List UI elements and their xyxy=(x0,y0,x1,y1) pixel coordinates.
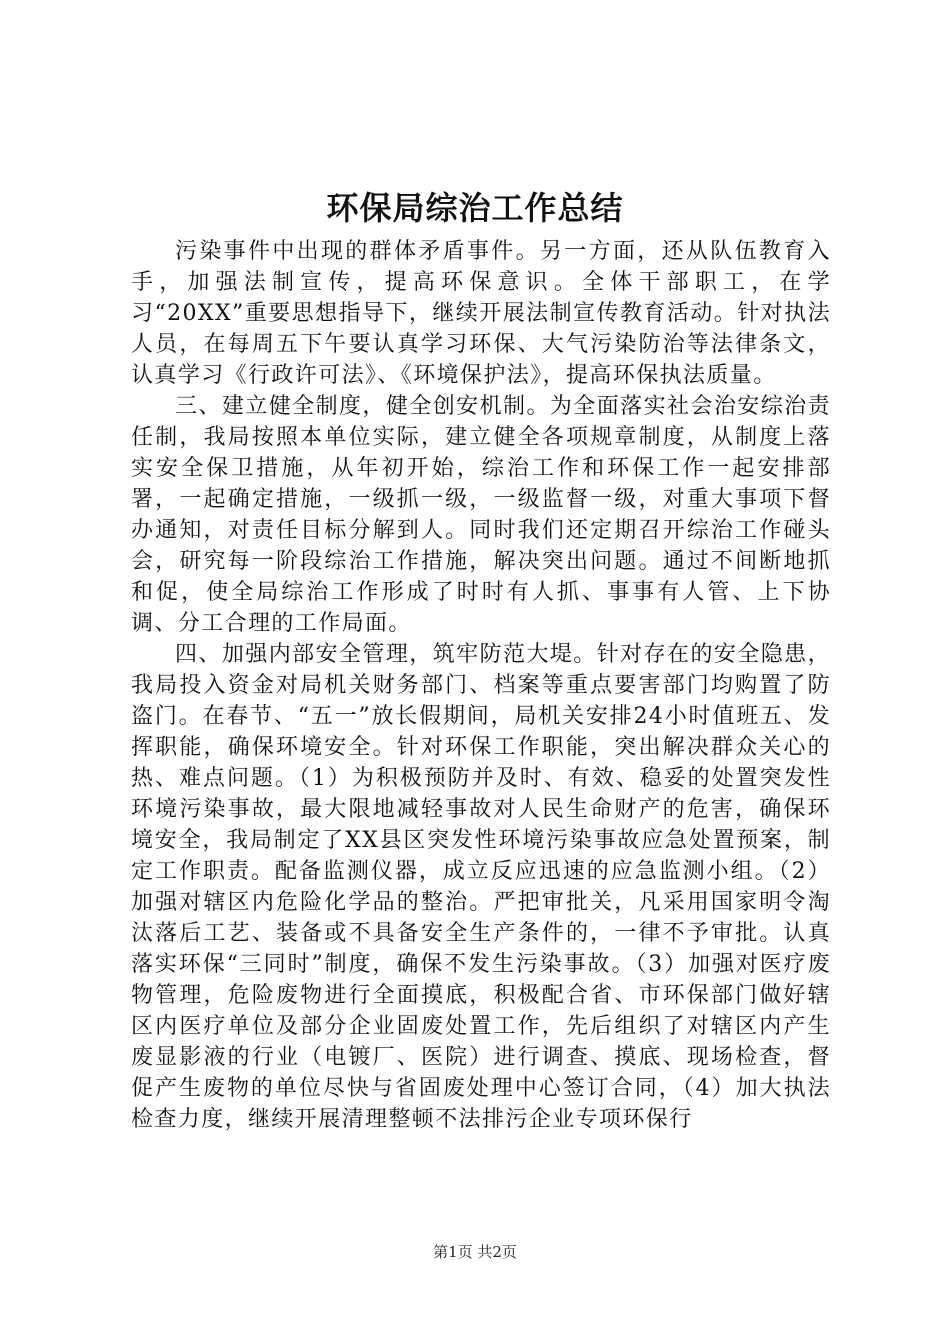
paragraph-3: 四、加强内部安全管理，筑牢防范大堤。针对存在的安全隐患，我局投入资金对局机关财务部门、档案等重点要害部门均购置了防盗门。在春节、“五一”放长假期间，局机关安排24小时值班五、发挥职能，确保环境安全。针对环保工作职能，突出解决群众关心的热、难点问题。（1）为积极预防并及时、有效、稳妥的处置突发性环境污染事故，最大限地减轻事故对人民生命财产的危害，确保环境安全，我局制定了XX县区突发性环境污染事故应急处置预案，制定工作职责。配备监测仪器，成立反应迅速的应急监测小组。（2）加强对辖区内危险化学品的整治。严把审批关，凡采用国家明令淘汰落后工艺、装备或不具备安全生产条件的，一律不予审批。认真落实环保“三同时”制度，确保不发生污染事故。（3）加强对医疗废物管理，危险废物进行全面摸底，积极配合省、市环保部门做好辖区内医疗单位及部分企业固废处置工作，先后组织了对辖区内产生废显影液的行业（电镀厂、医院）进行调查、摸底、现场检查，督促产生废物的单位尽快与省固废处理中心签订合同，（4）加大执法检查力度，继续开展清理整顿不法排污企业专项环保行 xyxy=(131,642,831,1132)
paragraph-2: 三、建立健全制度，健全创安机制。为全面落实社会治安综治责任制，我局按照本单位实际，建立健全各项规章制度，从制度上落实安全保卫措施，从年初开始，综治工作和环保工作一起安排部署，一起确定措施，一级抓一级，一级监督一级，对重大事项下督办通知，对责任目标分解到人。同时我们还定期召开综治工作碰头会，研究每一阶段综治工作措施，解决突出问题。通过不间断地抓和促，使全局综治工作形成了时时有人抓、事事有人管、上下协调、分工合理的工作局面。 xyxy=(131,394,831,636)
document-body xyxy=(131,236,831,1135)
page-footer: 第1页 共2页 xyxy=(433,1243,517,1261)
document-title: 环保局综治工作总结 xyxy=(326,189,624,227)
paragraph-1: 污染事件中出现的群体矛盾事件。另一方面，还从队伍教育入手，加强法制宣传，提高环保意识。全体干部职工，在学习“20XX”重要思想指导下，继续开展法制宣传教育活动。针对执法人员，在每周五下午要认真学习环保、大气污染防治等法律条文，认真学习《行政许可法》、《环境保护法》，提高环保执法质量。 xyxy=(131,239,831,388)
